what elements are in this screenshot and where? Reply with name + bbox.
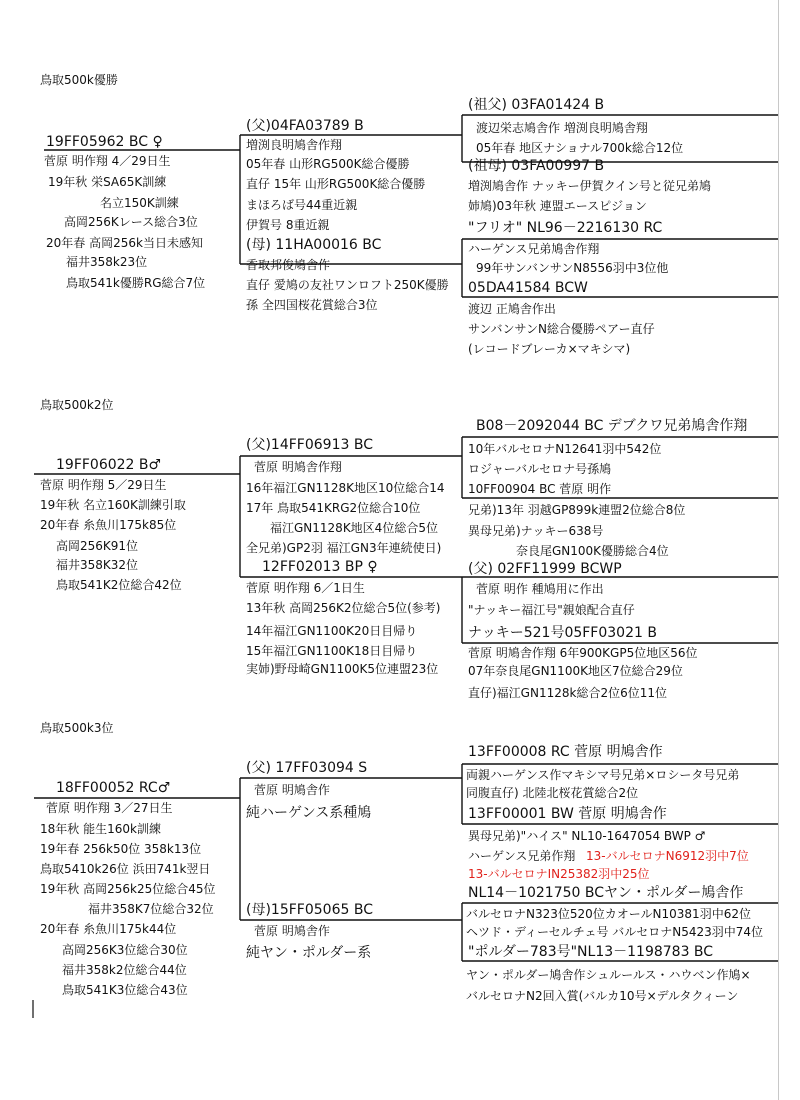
sire-header: (父)14FF06913 BC (246, 437, 373, 453)
main-bird-line: 名立150K訓練 (100, 196, 179, 210)
sire-line: 全兄弟)GP2羽 福江GN3年連続使日) (246, 541, 442, 555)
granddam-line: 増渕鳩舎作 ナッキー伊賀クイン号と従兄弟鳩 (468, 179, 711, 193)
sire-header: (父) 17FF03094 S (246, 760, 368, 776)
sire-line: 伊賀号 8重近親 (246, 218, 330, 232)
sire-line: 増渕良明鳩舎作翔 (246, 138, 343, 152)
sire-line: 16年福江GN1128K地区10位総合14 (246, 481, 445, 495)
granddam-header: 10FF00904 BC 菅原 明作 (468, 482, 612, 496)
sire-line: 直仔 15年 山形RG500K総合優勝 (246, 177, 426, 191)
main-bird-id: 19FF06022 B♂ (56, 457, 162, 473)
grandsire-line: 渡辺栄志鳩舎作 増渕良明鳩舎翔 (476, 121, 648, 135)
sire-line: 菅原 明鳩舎作翔 (254, 460, 342, 474)
dam-dam-line: ヤン・ポルダー鳩舎作シュルールス・ハウベン作鳩× (466, 968, 751, 982)
dam-line: 菅原 明作翔 6／1日生 (246, 581, 365, 595)
granddam-line: 姉鳩)03年秋 連盟エースピジョン (468, 199, 647, 213)
dam-dam-line: 菅原 明鳩舎作翔 6年900KGP5位地区56位 (468, 646, 698, 660)
granddam-line: 異母兄弟)"ハイス" NL10-1647054 BWP ♂ (468, 829, 706, 843)
dam-sire-header: NL14－1021750 BCヤン・ポルダー鳩舎作 (468, 885, 744, 901)
main-bird-line: 20年春 糸魚川175k85位 (40, 518, 177, 532)
sire-line: 福江GN1128K地区4位総合5位 (270, 521, 438, 535)
dam-line: 孫 全四国桜花賞総合3位 (246, 298, 378, 312)
dam-dam-line: サンバンサンN総合優勝ペアー直仔 (468, 322, 655, 336)
granddam-red-line: 13-バルセロナN6912羽中7位 (586, 849, 749, 863)
granddam-line: 奈良尾GN100K優勝総合4位 (516, 544, 669, 558)
section-title: 鳥取500k3位 (40, 721, 114, 735)
main-bird-line: 20年春 糸魚川175k44位 (40, 922, 177, 936)
grandsire-line: 両親ハーゲンス作マキシマ号兄弟×ロシータ号兄弟 (466, 768, 740, 782)
dam-dam-header: "ポルダー783号"NL13－1198783 BC (468, 944, 714, 960)
section-title: 鳥取500k優勝 (40, 73, 118, 87)
main-bird-line: 鳥取5410k26位 浜田741k翌日 (40, 862, 211, 876)
dam-header: (母)15FF05065 BC (246, 902, 373, 918)
granddam-header: (祖母) 03FA00997 B (468, 158, 605, 174)
dam-dam-line: 07年奈良尾GN1100K地区7位総合29位 (468, 664, 683, 678)
granddam-header: 13FF00001 BW 菅原 明鳩舎作 (468, 806, 667, 822)
dam-sire-line: ヘツド・ディーセルチェ号 バルセロナN5423羽中74位 (466, 925, 764, 939)
dam-line: 香取邦俊鳩舎作 (246, 258, 331, 272)
dam-line: 直仔 愛鳩の友社ワンロフト250K優勝 (246, 278, 449, 292)
main-bird-line: 菅原 明作翔 5／29日生 (40, 478, 167, 492)
sire-line: 05年春 山形RG500K総合優勝 (246, 157, 410, 171)
main-bird-line: 19年春 256k50位 358k13位 (40, 842, 202, 856)
main-bird-line: 菅原 明作翔 3／27日生 (46, 801, 173, 815)
granddam-line: 異母兄弟)ナッキー638号 (468, 524, 604, 538)
granddam-line: ハーゲンス兄弟作翔 (468, 849, 576, 863)
dam-line: 菅原 明鳩舎作 (254, 924, 330, 938)
dam-sire-header: (父) 02FF11999 BCWP (468, 561, 622, 577)
main-bird-line: 福井358k2位総合44位 (62, 963, 187, 977)
granddam-line: 兄弟)13年 羽越GP899k連盟2位総合8位 (468, 503, 686, 517)
dam-sire-line: バルセロナN323位520位カオールN10381羽中62位 (466, 907, 751, 921)
grandsire-line: 同腹直仔) 北陸北桜花賞総合2位 (466, 786, 639, 800)
sire-line: 菅原 明鳩舎作 (254, 783, 330, 797)
main-bird-line: 菅原 明作翔 4／29日生 (44, 154, 171, 168)
dam-header: (母) 11HA00016 BC (246, 237, 382, 253)
dam-line: 実姉)野母崎GN1100K5位連盟23位 (246, 662, 439, 676)
main-bird-line: 福井358K7位総合32位 (88, 902, 214, 916)
sire-line: 17年 鳥取541KRG2位総合10位 (246, 501, 421, 515)
dam-dam-line: バルセロナN2回入賞(バルカ10号×デルタクィーン (466, 989, 739, 1003)
main-bird-line: 高岡256K91位 (56, 539, 139, 553)
main-bird-line: 高岡256Kレース総合3位 (64, 215, 198, 229)
grandsire-header: (祖父) 03FA01424 B (468, 97, 605, 113)
main-bird-line: 鳥取541K2位総合42位 (56, 578, 182, 592)
main-bird-id: 18FF00052 RC♂ (56, 780, 171, 796)
main-bird-line: 20年春 高岡256k当日未感知 (46, 236, 203, 250)
main-bird-line: 鳥取541K3位総合43位 (62, 983, 188, 997)
main-bird-id: 19FF05962 BC ♀ (46, 134, 163, 150)
dam-sire-header: "フリオ" NL96－2216130 RC (468, 220, 663, 236)
dam-line: 15年福江GN1100K18日目帰り (246, 644, 418, 658)
dam-sire-line: 99年サンバンサンN8556羽中3位他 (476, 261, 669, 275)
dam-dam-header: ナッキー521号05FF03021 B (468, 625, 657, 641)
grandsire-line: 10年バルセロナN12641羽中542位 (468, 442, 662, 456)
main-bird-line: 18年秋 能生160k訓練 (40, 822, 161, 836)
main-bird-line: 高岡256K3位総合30位 (62, 943, 188, 957)
main-bird-line: 鳥取541k優勝RG総合7位 (66, 276, 206, 290)
grandsire-line: ロジャーバルセロナ号孫鳩 (468, 462, 612, 476)
dam-dam-header: 05DA41584 BCW (468, 280, 588, 296)
dam-line: 純ヤン・ポルダー系 (246, 945, 372, 961)
sire-line: 純ハーゲンス系種鳩 (246, 805, 372, 821)
dam-dam-line: 直仔)福江GN1128k総合2位6位11位 (468, 686, 667, 700)
main-bird-line: 19年秋 栄SA65K訓練 (48, 175, 167, 189)
dam-line: 13年秋 高岡256K2位総合5位(参考) (246, 601, 441, 615)
grandsire-header: B08－2092044 BC デブクワ兄弟鳩舎作翔 (476, 418, 748, 434)
grandsire-line: 05年春 地区ナショナル700k総合12位 (476, 141, 684, 155)
page-edge (778, 0, 779, 1100)
dam-sire-line: 菅原 明作 種鳩用に作出 (476, 582, 604, 596)
main-bird-line: 福井358K32位 (56, 558, 139, 572)
grandsire-header: 13FF00008 RC 菅原 明鳩舎作 (468, 744, 663, 760)
sire-line: まほろば号44重近親 (246, 198, 358, 212)
sire-header: (父)04FA03789 B (246, 118, 364, 134)
section-title: 鳥取500k2位 (40, 398, 114, 412)
dam-dam-line: 渡辺 正鳩舎作出 (468, 302, 556, 316)
dam-header: 12FF02013 BP ♀ (262, 559, 378, 575)
main-bird-line: 福井358k23位 (66, 255, 148, 269)
dam-dam-line: (レコードブレーカ×マキシマ) (468, 342, 631, 356)
main-bird-line: 19年秋 名立160K訓練引取 (40, 498, 186, 512)
main-bird-line: 19年秋 高岡256k25位総合45位 (40, 882, 216, 896)
dam-sire-line: "ナッキー福江号"親娘配合直仔 (468, 603, 635, 617)
dam-sire-line: ハーゲンス兄弟鳩舎作翔 (468, 242, 600, 256)
dam-line: 14年福江GN1100K20日目帰り (246, 624, 418, 638)
granddam-red-line: 13-バルセロナIN25382羽中25位 (468, 867, 650, 881)
